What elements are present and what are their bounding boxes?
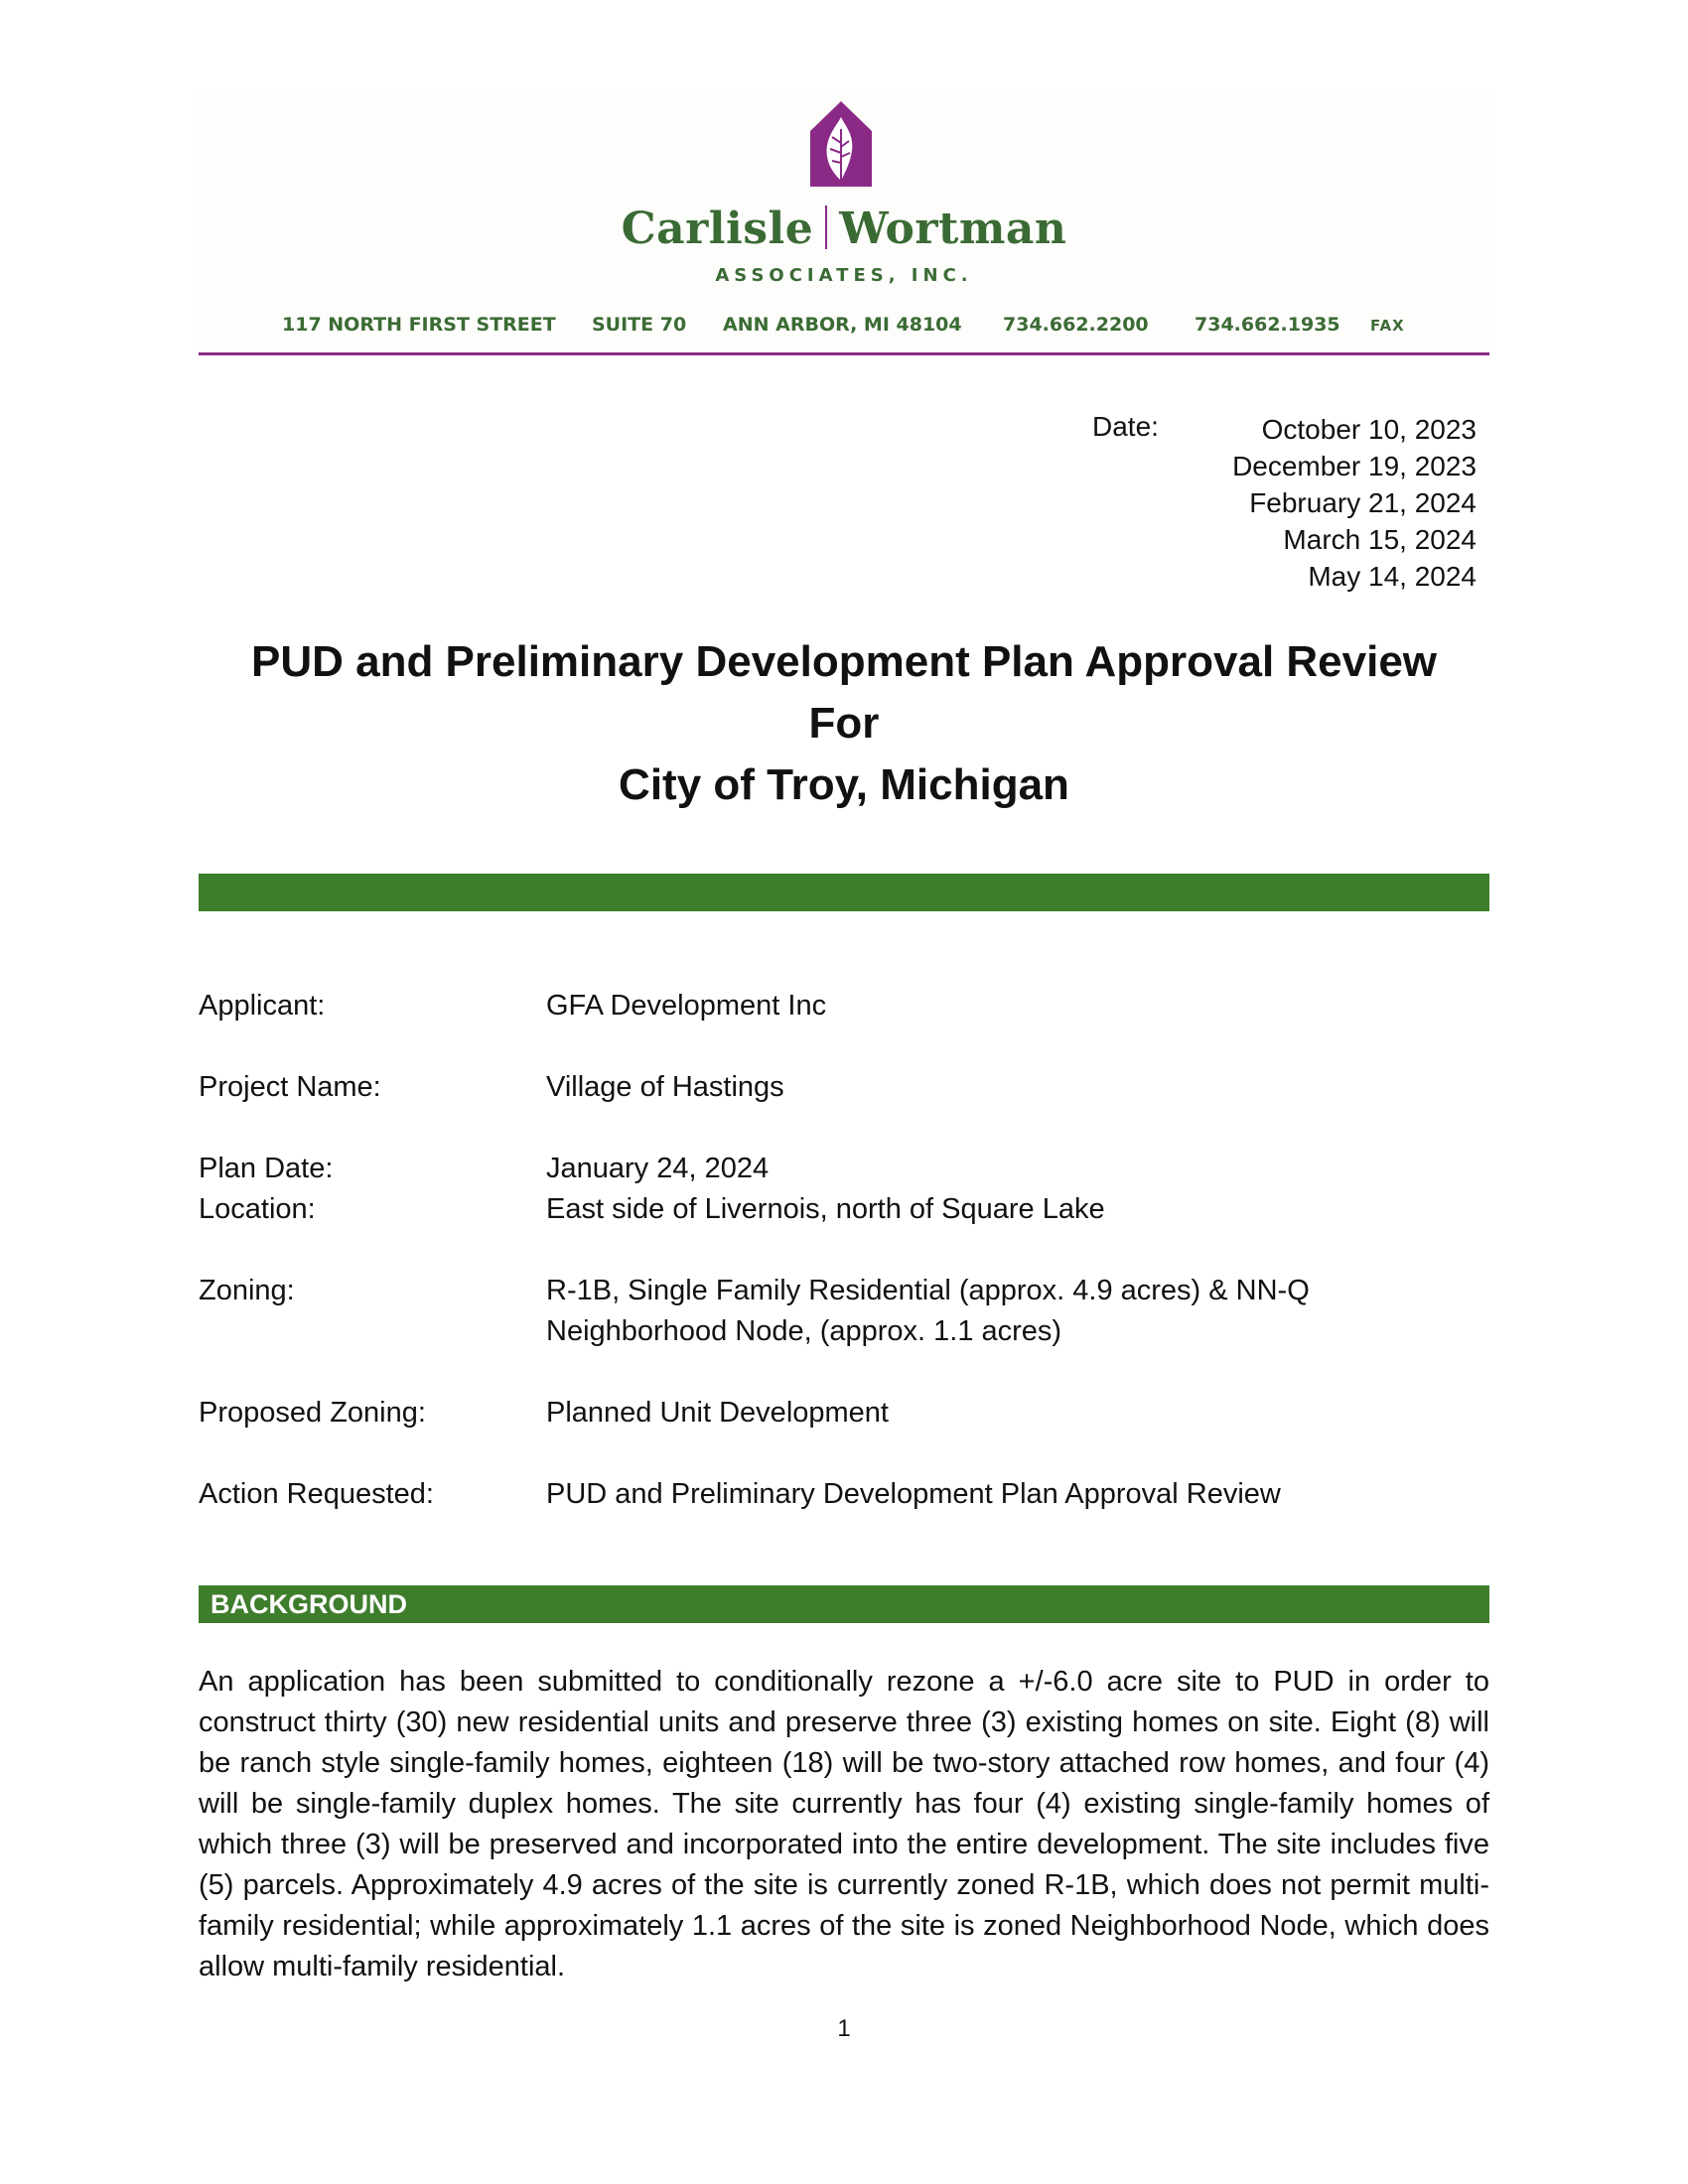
page-number: 1 [837,2015,851,2042]
info-value: R-1B, Single Family Residential (approx. 4.9 acres) & NN-Q [546,1275,1310,1306]
address-street: 117 NORTH FIRST STREET [282,314,556,336]
company-name-left: Carlisle [621,204,814,254]
company-name [0,204,1688,254]
section-heading-background: BACKGROUND [199,1585,1489,1623]
address-phone: 734.662.2200 [1003,314,1149,336]
company-subtitle: ASSOCIATES, INC. [715,265,973,286]
title-line-3: City of Troy, Michigan [619,760,1069,809]
info-value: PUD and Preliminary Development Plan Approval Review [546,1478,1281,1510]
date-list [1232,411,1477,595]
date-item: December 19, 2023 [1232,451,1477,481]
brand-divider [825,205,827,249]
address-city: ANN ARBOR, MI 48104 [723,314,962,336]
address-suite: SUITE 70 [592,314,687,336]
info-value: Planned Unit Development [546,1397,889,1429]
info-label: Location: [199,1193,316,1225]
info-label: Project Name: [199,1071,381,1103]
background-paragraph: An application has been submitted to conditionally rezone a +/-6.0 acre site to PUD in order to construct thirty (30) new residential units and preserve three (3) existing homes on site. Eight (8) will be ranch style single-family homes, eighteen (18) will be two-story attached row homes, and four (4) will be single-family duplex homes. The site currently has four (4) existing single-family homes of which three (3) will be preserved and incorporated into the entire development. The site includes five (5) parcels. Approximately 4.9 acres of the site is currently zoned R-1B, which does not permit multi-family residential; while approximately 1.1 acres of the site is zoned Neighborhood Node, which does allow multi-family residential. [199,1666,1489,1982]
date-item: October 10, 2023 [1261,414,1477,445]
letterhead-rule [199,352,1489,355]
info-value: January 24, 2024 [546,1153,770,1184]
date-item: March 15, 2024 [1283,524,1477,555]
house-leaf-icon [806,99,876,189]
address-fax-number: 734.662.1935 [1195,314,1340,336]
info-value: East side of Livernois, north of Square Lake [546,1193,1105,1225]
info-label: Plan Date: [199,1153,334,1184]
company-name-right: Wortman [839,204,1067,254]
address-fax-label: FAX [1370,317,1405,335]
info-label: Applicant: [199,990,326,1022]
info-label: Zoning: [199,1275,295,1306]
date-item: May 14, 2024 [1308,561,1477,592]
info-label: Proposed Zoning: [199,1397,426,1429]
date-label: Date: [1092,411,1159,442]
title-divider-bar [199,874,1489,911]
title-line-1: PUD and Preliminary Development Plan Approval Review [250,637,1438,686]
document-title [0,631,1688,816]
title-line-2: For [808,699,880,748]
date-item: February 21, 2024 [1249,487,1477,518]
info-value: Neighborhood Node, (approx. 1.1 acres) [546,1315,1062,1347]
info-label: Action Requested: [199,1478,434,1510]
info-value: GFA Development Inc [546,990,827,1022]
info-value: Village of Hastings [546,1071,784,1103]
